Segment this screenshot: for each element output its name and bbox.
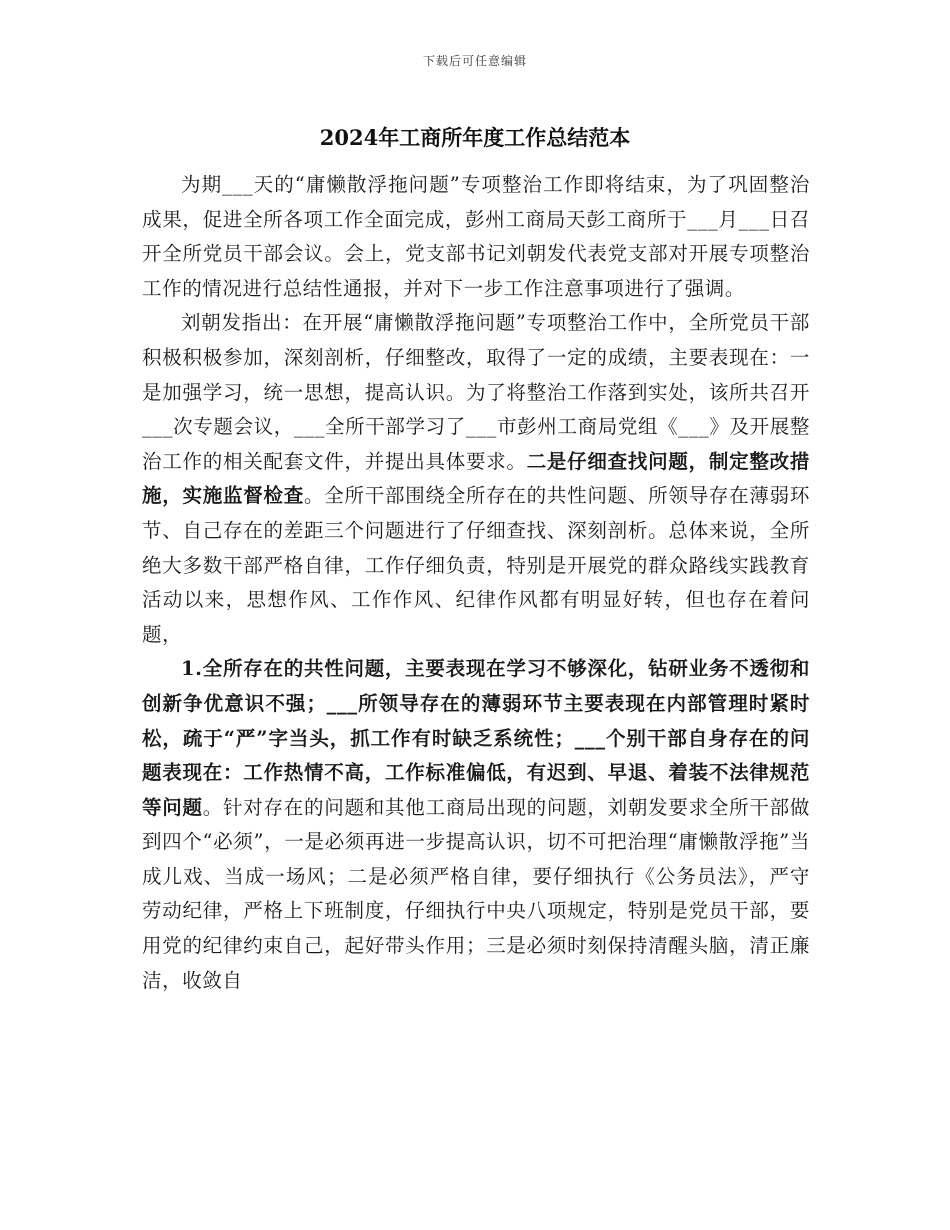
paragraph-1-run-1: 为期___天的“庸懒散浮拖问题”专项整治工作即将结束，为了巩固整治成果，促进全所各项工作全面完成，彭州工商局天彭工商所于___月___日召开全所党员干部会议。会上，党支部书记刘朝发代表党支部对开展专项整治工作的情况进行总结性通报，并对下一步工作注意事项进行了强调。 xyxy=(142,173,810,300)
paragraph-2 xyxy=(142,306,810,652)
paragraph-3-run-1-bold: 1.全所存在的共性问题，主要表现在学习不够深化，钻研业务不透彻和创新争优意识不强；___所领导存在的薄弱环节主要表现在内部管理时紧时松，疏于“严”字当头，抓工作有时缺乏系统性；___个别干部自身存在的问题表现在：工作热情不高，工作标准偏低，有迟到、早退、着装不法律规范等问题 xyxy=(142,657,810,819)
paragraph-2-run-2-bold: 二是仔细查找问题，制定整改措施，实施监督检查 xyxy=(142,449,810,508)
paragraph-3-run-2: 。针对存在的问题和其他工商局出现的问题，刘朝发要求全所干部做到四个“必须”，一是必须再进一步提高认识，切不可把治理“庸懒散浮拖”当成儿戏、当成一场风；二是必须严格自律，要仔细执行《公务员法》，严守劳动纪律，严格上下班制度，仔细执行中央八项规定，特别是党员干部，要用党的纪律约束自己，起好带头作用；三是必须时刻保持清醒头脑，清正廉洁，收敛自 xyxy=(142,795,810,992)
document-body xyxy=(142,168,810,998)
paragraph-3 xyxy=(142,652,810,998)
document-title: 2024年工商所年度工作总结范本 xyxy=(319,125,631,150)
paragraph-1 xyxy=(142,168,810,306)
paragraph-2-run-1: 刘朝发指出：在开展“庸懒散浮拖问题”专项整治工作中，全所党员干部积极积极参加，深刻剖析，仔细整改，取得了一定的成绩，主要表现在：一是加强学习，统一思想，提高认识。为了将整治工作落到实处，该所共召开___次专题会议，___全所干部学习了___市彭州工商局党组《___》及开展整治工作的相关配套文件，并提出具体要求。 xyxy=(142,311,810,473)
paragraph-2-run-3: 。全所干部围绕全所存在的共性问题、所领导存在薄弱环节、自己存在的差距三个问题进行了仔细查找、深刻剖析。总体来说，全所绝大多数干部严格自律，工作仔细负责，特别是开展党的群众路线实践教育活动以来，思想作风、工作作风、纪律作风都有明显好转，但也存在着问题， xyxy=(142,484,810,646)
header-note: 下载后可任意编辑 xyxy=(422,54,527,68)
